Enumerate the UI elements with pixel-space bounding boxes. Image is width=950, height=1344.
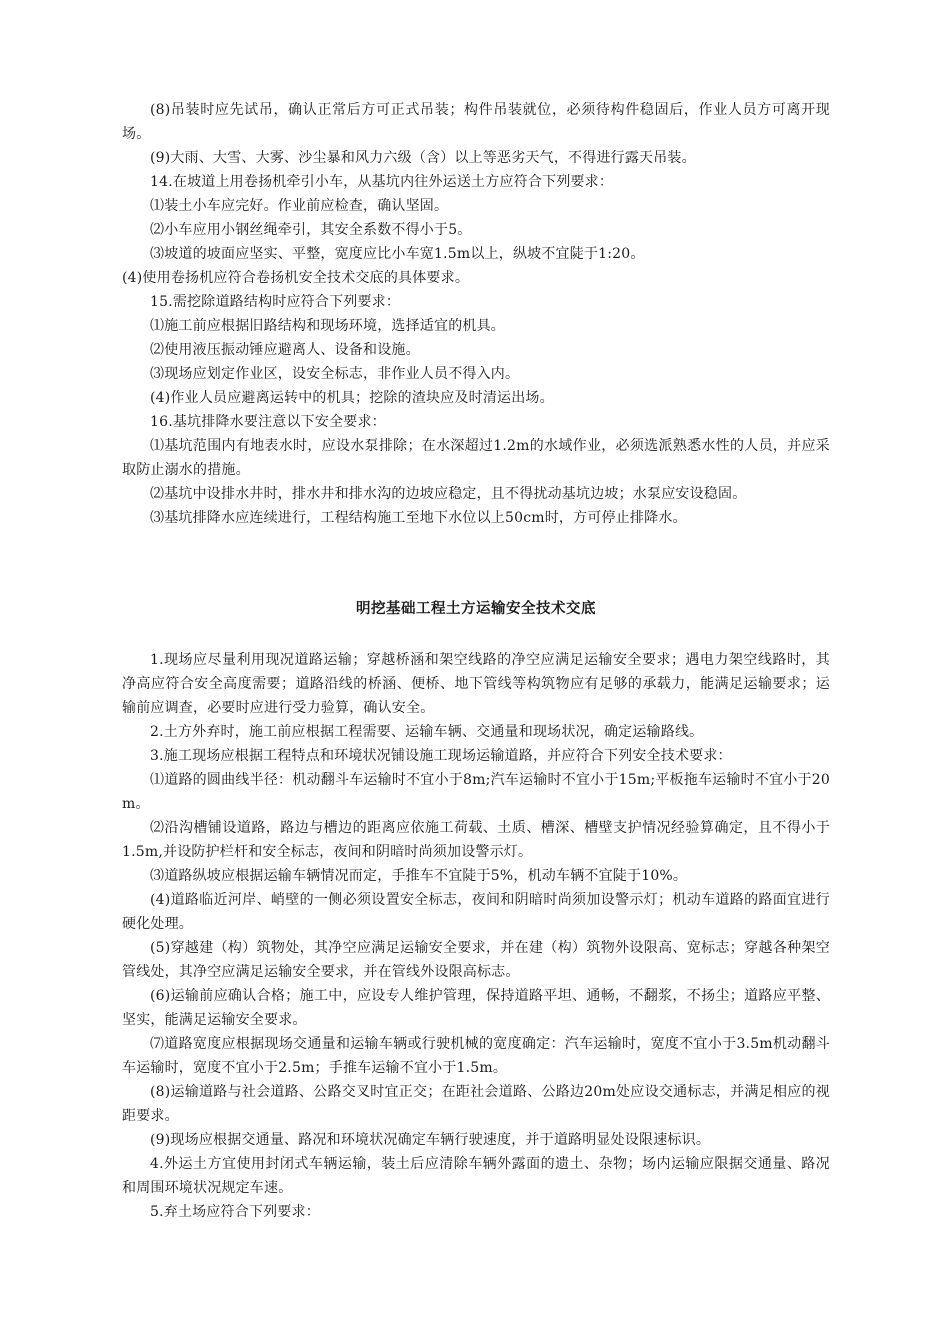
paragraph: (4)作业人员应避离运转中的机具；挖除的渣块应及时清运出场。 bbox=[150, 390, 554, 406]
paragraph: (5)穿越建（构）筑物处，其净空应满足运输安全要求，并在建（构）筑物外设限高、宽标志；穿越各种架空管线处，其净空应满足运输安全要求，并在管线外设限高标志。 bbox=[122, 940, 830, 980]
paragraph: ⑵基坑中设排水井时，排水井和排水沟的边坡应稳定，且不得扰动基坑边坡；水泵应安设稳固。 bbox=[150, 486, 747, 502]
paragraph: ⑶道路纵坡应根据运输车辆情况而定，手推车不宜陡于5%，机动车辆不宜陡于10%。 bbox=[150, 868, 688, 884]
paragraph: ⑵使用液压振动锤应避离人、设备和设施。 bbox=[150, 342, 420, 358]
paragraph: ⑵小车应用小钢丝绳牵引，其安全系数不得小于5。 bbox=[150, 222, 472, 238]
paragraph: ⑶坡道的坡面应坚实、平整，宽度应比小车宽1.5m以上，纵坡不宜陡于1:20。 bbox=[150, 246, 645, 262]
paragraph: (4)道路临近河岸、峭壁的一侧必须设置安全标志，夜间和阴暗时尚须加设警示灯；机动车道路的路面宜进行硬化处理。 bbox=[122, 892, 830, 932]
paragraph: ⑴道路的圆曲线半径：机动翻斗车运输时不宜小于8m;汽车运输时不宜小于15m;平板拖车运输时不宜小于20m。 bbox=[122, 772, 830, 812]
paragraph: (9)大雨、大雪、大雾、沙尘暴和风力六级（含）以上等恶劣天气，不得进行露天吊装。 bbox=[150, 150, 696, 166]
paragraph: 5.弃土场应符合下列要求： bbox=[150, 1204, 320, 1220]
paragraph: 3.施工现场应根据工程特点和环境状况铺设施工现场运输道路，并应符合下列安全技术要求： bbox=[150, 748, 732, 764]
section-earthwork-transport bbox=[122, 648, 830, 1224]
paragraph: (9)现场应根据交通量、路况和环境状况确定车辆行驶速度，并于道路明显处设限速标识。 bbox=[150, 1132, 711, 1148]
paragraph: ⑶基坑排降水应连续进行，工程结构施工至地下水位以上50cm时，方可停止排降水。 bbox=[150, 510, 687, 526]
paragraph: ⑺道路宽度应根据现场交通量和运输车辆或行驶机械的宽度确定：汽车运输时，宽度不宜小于3.5m机动翻斗车运输时，宽度不宜小于2.5m；手推车运输不宜小于1.5m。 bbox=[122, 1036, 830, 1076]
paragraph: (8)运输道路与社会道路、公路交叉时宜正交；在距社会道路、公路边20m处应设交通标志，并满足相应的视距要求。 bbox=[122, 1084, 830, 1124]
paragraph: 4.外运土方宜使用封闭式车辆运输，装土后应清除车辆外露面的遗土、杂物；场内运输应限据交通量、路况和周围环境状况规定车速。 bbox=[122, 1156, 830, 1196]
paragraph: ⑴基坑范围内有地表水时，应设水泵排除；在水深超过1.2m的水域作业，必须选派熟悉水性的人员，并应采取防止溺水的措施。 bbox=[122, 438, 830, 478]
paragraph: ⑴施工前应根据旧路结构和现场环境，选择适宜的机具。 bbox=[150, 318, 505, 334]
paragraph: 16.基坑排降水要注意以下安全要求： bbox=[150, 414, 386, 430]
paragraph: (8)吊装时应先试吊，确认正常后方可正式吊装；构件吊装就位，必须待构件稳固后，作业人员方可离开现场。 bbox=[122, 102, 830, 142]
paragraph: ⑴装土小车应完好。作业前应检查，确认坚固。 bbox=[150, 198, 449, 214]
paragraph: 2.土方外弃时，施工前应根据工程需要、运输车辆、交通量和现场状况，确定运输路线。 bbox=[150, 724, 704, 740]
paragraph: 14.在坡道上用卷扬机牵引小车，从基坑内往外运送土方应符合下列要求： bbox=[150, 174, 614, 190]
document-title: 明挖基础工程土方运输安全技术交底 bbox=[356, 601, 596, 617]
paragraph: 15.需挖除道路结构时应符合下列要求： bbox=[150, 294, 401, 310]
paragraph: (6)运输前应确认合格；施工中，应设专人维护管理，保持道路平坦、通畅，不翻浆，不扬尘；道路应平整、坚实，能满足运输安全要求。 bbox=[122, 988, 830, 1028]
paragraph: ⑵沿沟槽铺设道路，路边与槽边的距离应依施工荷载、土质、槽深、槽壁支护情况经验算确定，且不得小于1.5m,并设防护栏杆和安全标志，夜间和阴暗时尚须加设警示灯。 bbox=[122, 820, 830, 860]
section-safety-requirements bbox=[122, 98, 830, 530]
paragraph: ⑶现场应划定作业区，设安全标志，非作业人员不得入内。 bbox=[150, 366, 520, 382]
paragraph: (4)使用卷扬机应符合卷扬机安全技术交底的具体要求。 bbox=[122, 270, 470, 286]
paragraph: 1.现场应尽量利用现况道路运输；穿越桥涵和架空线路的净空应满足运输安全要求；遇电力架空线路时，其净高应符合安全高度需要；道路沿线的桥涵、便桥、地下管线等构筑物应有足够的承载力，能满足运输要求；运输前应调查，必要时应进行受力验算，确认安全。 bbox=[122, 652, 830, 716]
